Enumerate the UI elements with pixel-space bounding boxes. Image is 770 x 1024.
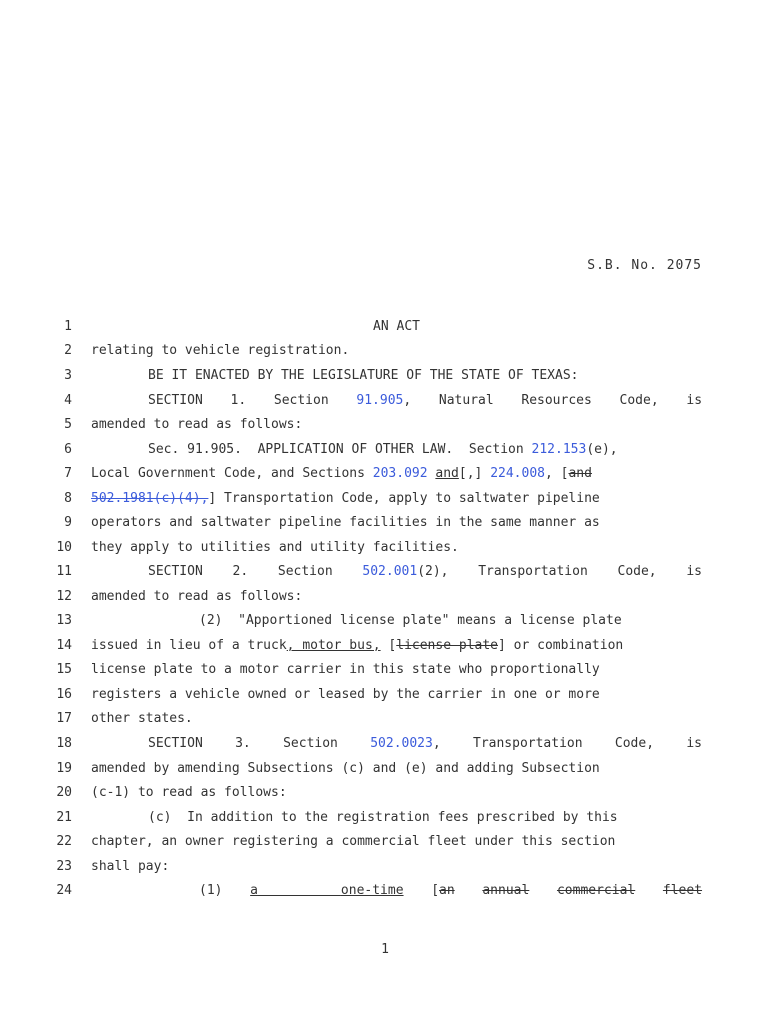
inserted-text: , motor bus, [286,638,381,653]
bill-line [0,687,770,707]
line-number: 8 [64,491,72,506]
bill-line [0,564,770,584]
statute-link[interactable]: 502.001 [362,564,418,579]
bill-line [0,662,770,682]
line-text: 502.1981(c)(4),] Transportation Code, apply to saltwater pipeline [91,491,600,506]
bill-line [0,810,770,830]
bill-line [0,859,770,879]
bill-line [0,442,770,462]
line-number: 4 [64,393,72,408]
line-text: shall pay: [91,859,170,874]
line-text: SECTION 1. Section 91.905, Natural Resources Code, is [148,393,703,408]
statute-link[interactable]: 212.153 [531,442,587,457]
bill-line [0,613,770,633]
deleted-text: fleet [662,883,703,898]
line-text: Local Government Code, and Sections 203.092 and[,] 224.008, [and [91,466,592,481]
deleted-text: an [439,883,455,898]
bill-number: S.B. No. 2075 [587,258,702,273]
caption: relating to vehicle registration. [91,343,350,358]
deleted-text: 502.1981(c)(4), [91,491,209,506]
deleted-text: license plate [396,638,498,653]
deleted-text: commercial [556,883,636,898]
bill-line [0,343,770,363]
bill-line [0,834,770,854]
line-text: license plate to a motor carrier in this state who proportionally [91,662,600,677]
bill-line [0,711,770,731]
statute-link[interactable]: 224.008 [490,466,545,481]
line-number: 11 [56,564,72,579]
bill-line [0,540,770,560]
line-number: 23 [56,859,72,874]
bill-line [0,393,770,413]
line-number: 3 [64,368,72,383]
bill-line [0,491,770,511]
statute-link[interactable]: 502.0023 [370,736,433,751]
line-text: (2) "Apportioned license plate" means a license plate [199,613,622,628]
line-number: 2 [64,343,72,358]
line-number: 12 [56,589,72,604]
line-text: other states. [91,711,193,726]
line-number: 18 [56,736,72,751]
line-number: 7 [64,466,72,481]
bill-line [0,785,770,805]
line-number: 17 [56,711,72,726]
inserted-text: and [435,466,459,481]
line-number: 6 [64,442,72,457]
line-number: 14 [56,638,72,653]
line-text: SECTION 3. Section 502.0023, Transportation Code, is [148,736,702,751]
statute-link[interactable]: 91.905 [356,393,404,408]
line-text: chapter, an owner registering a commercial fleet under this section [91,834,616,849]
enacting-clause: BE IT ENACTED BY THE LEGISLATURE OF THE STATE OF TEXAS: [148,368,579,383]
bill-line [0,417,770,437]
bill-line [0,761,770,781]
deleted-text: annual [482,883,530,898]
statute-link[interactable]: 203.092 [372,466,428,481]
line-number: 13 [56,613,72,628]
line-number: 19 [56,761,72,776]
line-number: 22 [56,834,72,849]
line-text: they apply to utilities and utility facilities. [91,540,459,555]
bill-line [0,466,770,486]
line-text: issued in lieu of a truck, motor bus, [license plate] or combination [91,638,624,653]
line-number: 1 [64,319,72,334]
line-number: 20 [56,785,72,800]
line-number: 9 [64,515,72,530]
line-text: SECTION 2. Section 502.001(2), Transportation Code, is [148,564,702,579]
line-number: 24 [56,883,72,898]
line-text: amended to read as follows: [91,589,303,604]
line-text: (1) a one-time [an annual commercial fleet [199,883,703,898]
bill-line [0,368,770,388]
line-text: Sec. 91.905. APPLICATION OF OTHER LAW. Section 212.153(e), [148,442,618,457]
bill-line [0,589,770,609]
act-title: AN ACT [373,319,420,334]
line-number: 5 [64,417,72,432]
line-text: amended by amending Subsections (c) and (e) and adding Subsection [91,761,600,776]
inserted-text: one-time [340,883,404,898]
line-number: 15 [56,662,72,677]
bill-line [0,515,770,535]
page-number: 1 [381,942,389,957]
line-number: 10 [56,540,72,555]
bill-line [0,319,770,339]
line-text: amended to read as follows: [91,417,303,432]
line-number: 16 [56,687,72,702]
bill-line [0,638,770,658]
line-text: registers a vehicle owned or leased by the carrier in one or more [91,687,600,702]
line-number: 21 [56,810,72,825]
line-text: operators and saltwater pipeline facilities in the same manner as [91,515,600,530]
line-text: (c-1) to read as follows: [91,785,287,800]
line-text: (c) In addition to the registration fees prescribed by this [148,810,618,825]
bill-line [0,883,770,903]
inserted-text: a [250,883,258,898]
deleted-text: and [568,466,592,481]
bill-line [0,736,770,756]
